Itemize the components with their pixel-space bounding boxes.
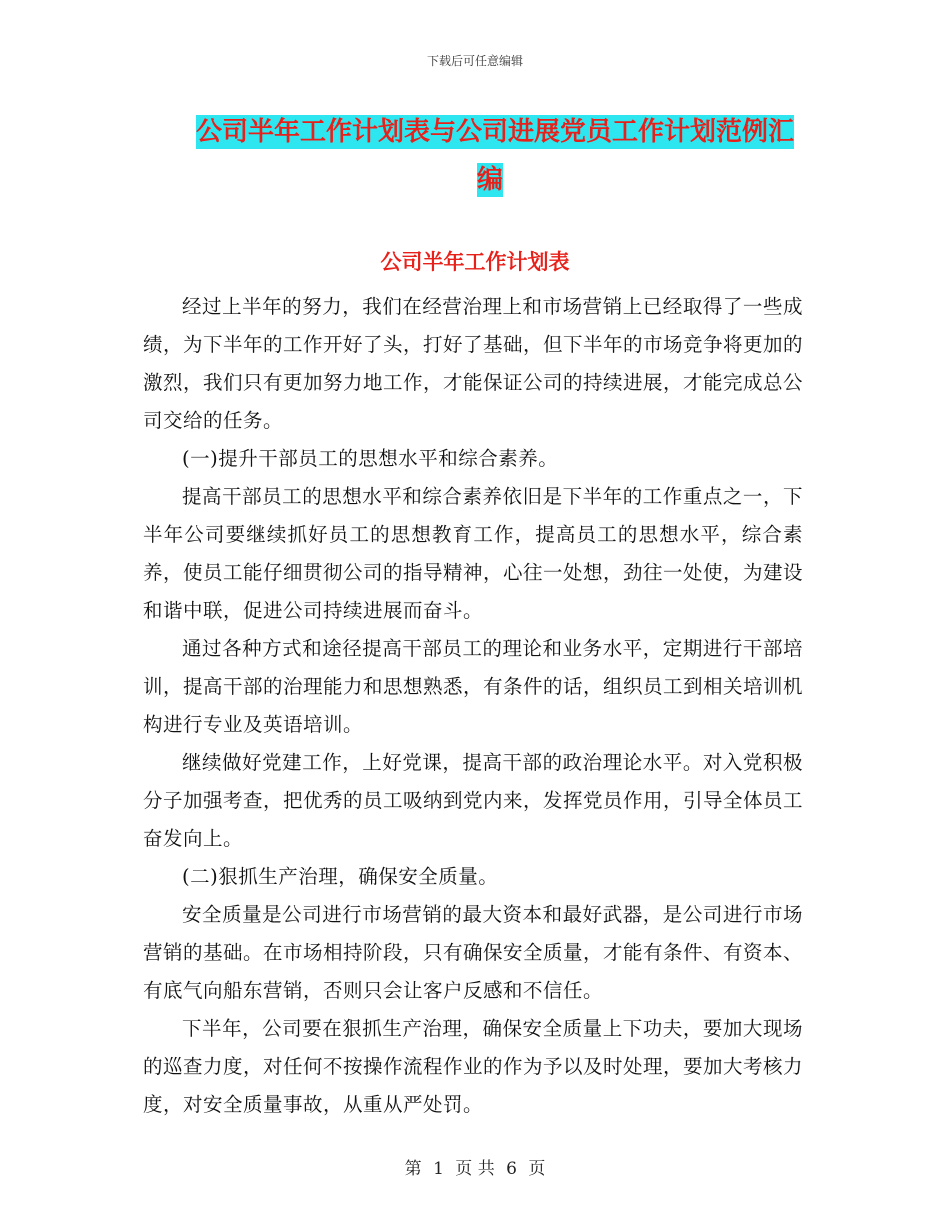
title-line-2 xyxy=(160,156,820,204)
footer-page-number: 1 xyxy=(433,1159,444,1179)
footer-prefix: 第 xyxy=(404,1159,422,1179)
paragraph: 安全质量是公司进行市场营销的最大资本和最好武器，是公司进行市场营销的基础。在市场相持阶段，只有确保安全质量，才能有条件、有资本、有底气向船东营销，否则只会让客户反感和不信任。 xyxy=(143,903,804,1002)
paragraph: 提高干部员工的思想水平和综合素养依旧是下半年的工作重点之一，下半年公司要继续抓好员工的思想教育工作，提高员工的思想水平，综合素养，使员工能仔细贯彻公司的指导精神，心往一处想，劲往一处使，为建设和谐中联，促进公司持续进展而奋斗。 xyxy=(143,485,804,622)
footer-total-pages: 6 xyxy=(506,1159,517,1179)
page-footer xyxy=(0,1154,950,1179)
footer-suffix: 页 xyxy=(528,1159,546,1179)
paragraph: 通过各种方式和途径提高干部员工的理论和业务水平，定期进行干部培训，提高干部的治理能力和思想熟悉，有条件的话，组织员工到相关培训机构进行专业及英语培训。 xyxy=(143,637,804,736)
paragraph: 下半年，公司要在狠抓生产治理，确保安全质量上下功夫，要加大现场的巡查力度，对任何不按操作流程作业的作为予以及时处理，要加大考核力度，对安全质量事故，从重从严处罚。 xyxy=(143,1017,804,1116)
document-title xyxy=(160,108,820,204)
paragraph: 经过上半年的努力，我们在经营治理上和市场营销上已经取得了一些成绩，为下半年的工作开好了头，打好了基础，但下半年的市场竞争将更加的激烈，我们只有更加努力地工作，才能保证公司的持续进展，才能完成总公司交给的任务。 xyxy=(143,295,804,432)
title-line-1-text: 公司半年工作计划表与公司进展党员工作计划范例汇 xyxy=(196,117,795,147)
paragraph: (二)狠抓生产治理，确保安全质量。 xyxy=(182,865,499,888)
paragraph: 继续做好党建工作，上好党课，提高干部的政治理论水平。对入党积极分子加强考查，把优秀的员工吸纳到党内来，发挥党员作用，引导全体员工奋发向上。 xyxy=(143,751,804,850)
header-note: 下载后可任意编辑 xyxy=(426,54,523,68)
footer-middle: 页 共 xyxy=(455,1159,495,1179)
paragraph: (一)提升干部员工的思想水平和综合素养。 xyxy=(182,447,559,470)
body-text xyxy=(143,288,803,1124)
section-title: 公司半年工作计划表 xyxy=(380,250,570,274)
title-line-2-text: 编 xyxy=(476,165,503,195)
title-line-1 xyxy=(160,108,820,156)
